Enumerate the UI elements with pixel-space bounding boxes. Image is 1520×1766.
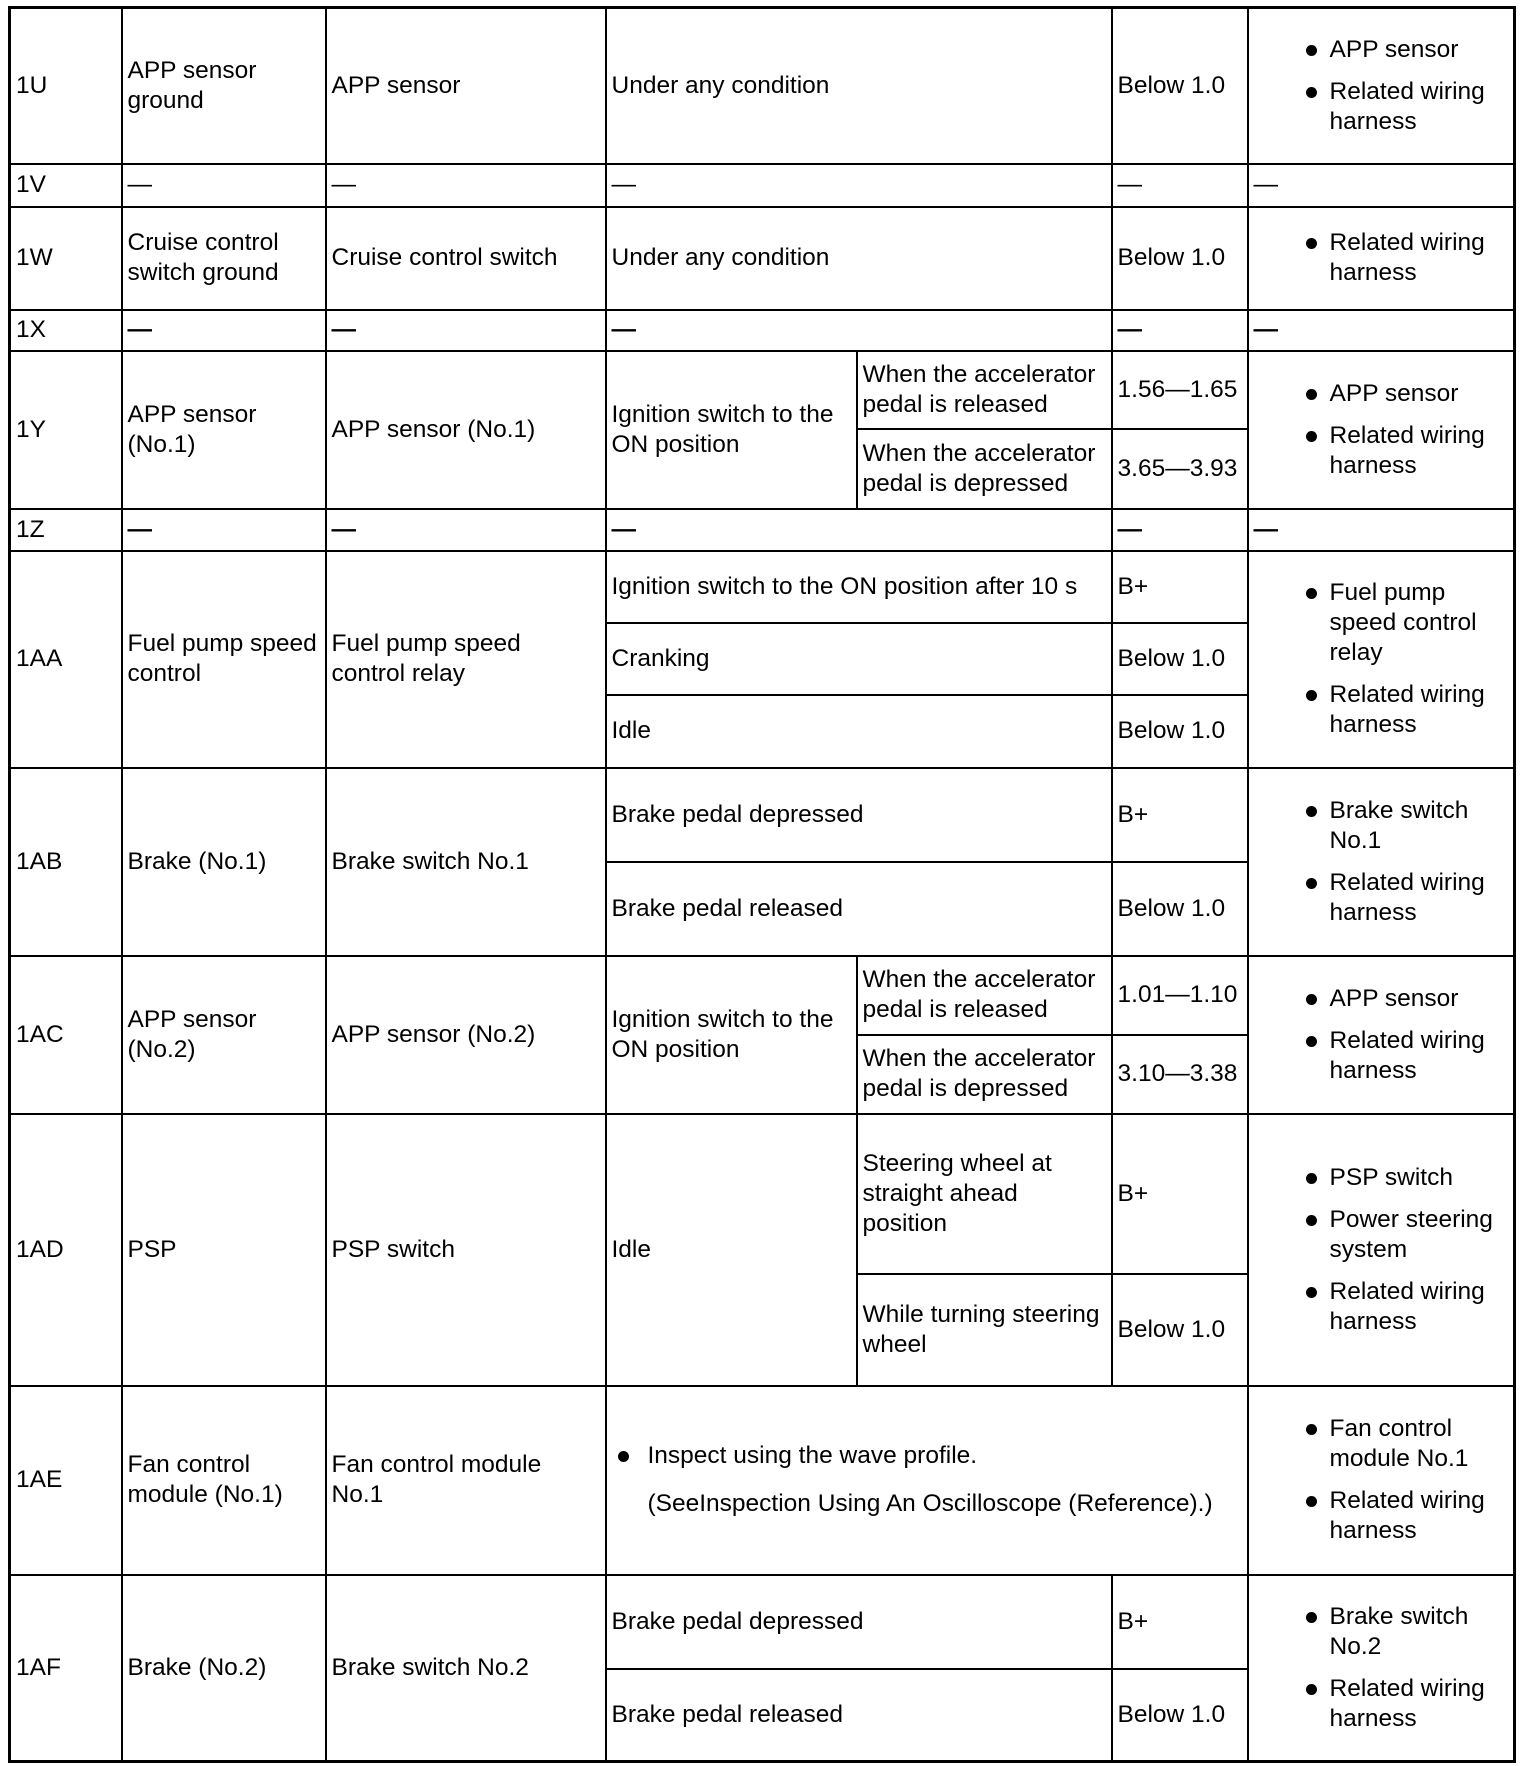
dash-cell: — [1112, 509, 1248, 551]
dash-cell: — [606, 164, 1112, 207]
table-row [10, 1575, 1515, 1669]
terminal-cell: 1Y [10, 351, 122, 509]
table-row [10, 207, 1515, 310]
action-cell [1248, 1114, 1515, 1386]
table-row [10, 509, 1515, 551]
dash-cell: — [606, 509, 1112, 551]
table-row [10, 1114, 1515, 1274]
voltage-cell: 3.10—3.38 [1112, 1035, 1248, 1114]
voltage-cell: B+ [1112, 551, 1248, 623]
condition-cell: Brake pedal released [606, 862, 1112, 956]
action-item: Fuel pump speed control relay [1254, 578, 1509, 668]
sub-condition-cell: When the accelerator pedal is depressed [857, 429, 1112, 509]
connected-to-cell: PSP switch [326, 1114, 606, 1386]
table-row [10, 351, 1515, 429]
table-row [10, 310, 1515, 351]
action-item: Power steering system [1254, 1205, 1509, 1265]
voltage-cell: Below 1.0 [1112, 8, 1248, 164]
dash-cell: — [326, 164, 606, 207]
condition-cell: Idle [606, 1114, 857, 1386]
action-cell [1248, 351, 1515, 509]
connected-to-cell: Brake switch No.1 [326, 768, 606, 956]
condition-cell: Under any condition [606, 207, 1112, 310]
terminal-cell: 1W [10, 207, 122, 310]
condition-cell: Ignition switch to the ON position [606, 351, 857, 509]
signal-cell: APP sensor (No.1) [122, 351, 326, 509]
sub-condition-cell: When the accelerator pedal is depressed [857, 1035, 1112, 1114]
action-item: Related wiring harness [1254, 77, 1509, 137]
condition-cell: Under any condition [606, 8, 1112, 164]
action-item: Related wiring harness [1254, 1026, 1509, 1086]
action-item: Related wiring harness [1254, 1277, 1509, 1337]
table-row [10, 8, 1515, 164]
table-row [10, 1386, 1515, 1575]
action-cell [1248, 551, 1515, 768]
connected-to-cell: Fan control module No.1 [326, 1386, 606, 1575]
voltage-cell: 1.56—1.65 [1112, 351, 1248, 429]
table-row [10, 768, 1515, 862]
table-row [10, 551, 1515, 623]
dash-cell: — [1112, 164, 1248, 207]
action-item: Brake switch No.1 [1254, 796, 1509, 856]
terminal-cell: 1AF [10, 1575, 122, 1762]
sub-condition-cell: When the accelerator pedal is released [857, 351, 1112, 429]
signal-cell: PSP [122, 1114, 326, 1386]
terminal-cell: 1AD [10, 1114, 122, 1386]
action-item: Fan control module No.1 [1254, 1414, 1509, 1474]
voltage-cell: Below 1.0 [1112, 207, 1248, 310]
dash-cell: — [122, 310, 326, 351]
voltage-cell: 1.01—1.10 [1112, 956, 1248, 1035]
terminal-voltage-table [8, 6, 1516, 1763]
condition-cell: Brake pedal released [606, 1669, 1112, 1762]
action-item: Related wiring harness [1254, 680, 1509, 740]
action-item: APP sensor [1254, 984, 1509, 1014]
signal-cell: Fuel pump speed control [122, 551, 326, 768]
terminal-cell: 1AC [10, 956, 122, 1114]
table-row [10, 956, 1515, 1035]
sub-condition-cell: When the accelerator pedal is released [857, 956, 1112, 1035]
connected-to-cell: Fuel pump speed control relay [326, 551, 606, 768]
connected-to-cell: APP sensor [326, 8, 606, 164]
voltage-cell: 3.65—3.93 [1112, 429, 1248, 509]
inspection-note: Inspect using the wave profile. [612, 1441, 1242, 1471]
action-item: Related wiring harness [1254, 868, 1509, 928]
action-item: Related wiring harness [1254, 421, 1509, 481]
signal-cell: Cruise control switch ground [122, 207, 326, 310]
action-item: PSP switch [1254, 1163, 1509, 1193]
sub-condition-cell: While turning steering wheel [857, 1274, 1112, 1386]
action-cell [1248, 8, 1515, 164]
voltage-cell: B+ [1112, 1114, 1248, 1274]
terminal-cell: 1AA [10, 551, 122, 768]
terminal-cell: 1AE [10, 1386, 122, 1575]
dash-cell: — [122, 164, 326, 207]
connected-to-cell: APP sensor (No.1) [326, 351, 606, 509]
action-item: APP sensor [1254, 35, 1509, 65]
condition-cell: Cranking [606, 623, 1112, 695]
voltage-cell: B+ [1112, 768, 1248, 862]
signal-cell: APP sensor (No.2) [122, 956, 326, 1114]
dash-cell: — [326, 509, 606, 551]
condition-cell: Brake pedal depressed [606, 1575, 1112, 1669]
condition-cell: Ignition switch to the ON position [606, 956, 857, 1114]
signal-cell: Fan control module (No.1) [122, 1386, 326, 1575]
condition-cell: Brake pedal depressed [606, 768, 1112, 862]
terminal-cell: 1V [10, 164, 122, 207]
signal-cell: Brake (No.1) [122, 768, 326, 956]
action-item: Brake switch No.2 [1254, 1602, 1509, 1662]
voltage-cell: Below 1.0 [1112, 862, 1248, 956]
sub-condition-cell: Steering wheel at straight ahead position [857, 1114, 1112, 1274]
terminal-cell: 1AB [10, 768, 122, 956]
connected-to-cell: Cruise control switch [326, 207, 606, 310]
action-cell [1248, 768, 1515, 956]
dash-cell: — [326, 310, 606, 351]
action-cell [1248, 1386, 1515, 1575]
dash-cell: — [606, 310, 1112, 351]
dash-cell: — [1248, 509, 1515, 551]
action-item: Related wiring harness [1254, 1674, 1509, 1734]
signal-cell: APP sensor ground [122, 8, 326, 164]
action-cell [1248, 1575, 1515, 1762]
action-item: Related wiring harness [1254, 228, 1509, 288]
dash-cell: — [1112, 310, 1248, 351]
action-item: Related wiring harness [1254, 1486, 1509, 1546]
terminal-cell: 1X [10, 310, 122, 351]
dash-cell: — [1248, 164, 1515, 207]
condition-cell: Ignition switch to the ON position after 10 s [606, 551, 1112, 623]
oscilloscope-reference: (SeeInspection Using An Oscilloscope (Reference).) [647, 1490, 1213, 1517]
connected-to-cell: APP sensor (No.2) [326, 956, 606, 1114]
voltage-cell: Below 1.0 [1112, 695, 1248, 768]
voltage-cell: Below 1.0 [1112, 623, 1248, 695]
condition-cell: Idle [606, 695, 1112, 768]
terminal-cell: 1U [10, 8, 122, 164]
signal-cell: Brake (No.2) [122, 1575, 326, 1762]
dash-cell: — [122, 509, 326, 551]
action-item: APP sensor [1254, 379, 1509, 409]
action-cell [1248, 956, 1515, 1114]
table-row [10, 164, 1515, 207]
terminal-cell: 1Z [10, 509, 122, 551]
voltage-cell: B+ [1112, 1575, 1248, 1669]
dash-cell: — [1248, 310, 1515, 351]
action-cell [1248, 207, 1515, 310]
inspection-note-cell [606, 1386, 1248, 1575]
connected-to-cell: Brake switch No.2 [326, 1575, 606, 1762]
voltage-cell: Below 1.0 [1112, 1669, 1248, 1762]
voltage-cell: Below 1.0 [1112, 1274, 1248, 1386]
